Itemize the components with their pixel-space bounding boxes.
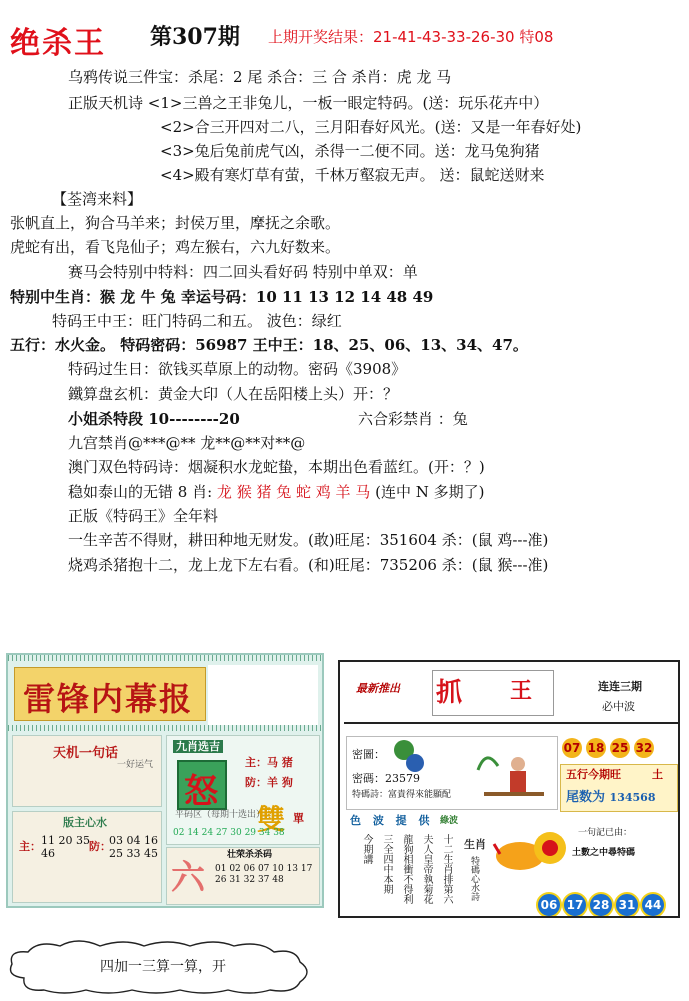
line-birthday: 特码过生日：欲钱买草原上的动物。密码《3908》 (68, 360, 407, 378)
eight-zodiac-label: 稳如泰山的无错 8 肖: (68, 483, 213, 501)
newspaper-banner (14, 667, 206, 721)
vertical-col-1: 今期講 (361, 834, 372, 864)
last-result-label: 上期开奖结果： (268, 28, 374, 46)
poem-label: 特碼詩： (352, 790, 389, 800)
fang-row (245, 776, 293, 789)
line-poem-4: <4>殿有寒灯草有萤，千林万壑寂无声。 送：鼠蛇送财来 (160, 166, 545, 184)
poem-row (352, 790, 451, 801)
ruler-top (8, 655, 322, 661)
last-result-special: 特08 (519, 28, 554, 46)
three-periods: 连连三期 (598, 680, 642, 693)
eight-zodiac-note: (连中 N 多期了) (375, 483, 485, 501)
line-annual-2: 烧鸡杀猪抱十二，龙上龙下左右看。(和)旺尾：735206 杀：(鼠 猴---准) (68, 556, 549, 574)
big-char-box (177, 760, 227, 810)
big-char: 怒 (184, 772, 218, 812)
dan-char: 單 (293, 812, 304, 825)
color-banner: 色 波 提 供 (350, 814, 434, 827)
bottom-ball: 44 (640, 892, 666, 918)
fang2-numbers: 03 04 16 25 33 45 (109, 834, 158, 860)
mima-label: 密圖： (352, 748, 385, 761)
nine-label: 九肖选吉 (173, 740, 223, 753)
new-label: 最新推出 (356, 682, 400, 695)
line-poem-2: <2>合三开四对二八，三月阳春好风光。(送：又是一年春好处) (160, 118, 582, 136)
ruler-mid (8, 725, 322, 731)
zhuang-label: 壮荣杀杀码 (227, 850, 273, 860)
line-poem-3: <3>兔后兔前虎气凶，杀得一二便不同。送：龙马兔狗猪 (160, 142, 540, 160)
wuxing-label: 五行今期旺 (566, 768, 621, 781)
bottom-ball: 06 (536, 892, 562, 918)
line-nine-palace: 九宫禁肖@***@** 龙**@**对**@ (68, 434, 306, 452)
vertical-col-poem: 特碼心水詩 (469, 856, 479, 901)
line-zodiac-lucky: 特别中生肖：猴 龙 牛 兔 幸运号码：10 11 13 12 14 48 49 (10, 288, 434, 306)
mascot-monkey (530, 828, 570, 868)
mima-code: 23579 (385, 772, 420, 785)
issue-number: 第307期 (150, 24, 240, 50)
zhuang-panel (166, 847, 320, 905)
fang-label: 防： (245, 776, 267, 789)
color-tail: 綠波 (440, 816, 459, 826)
line-kill-segment: 小姐杀特段 10--------20 (68, 410, 240, 428)
illustration (468, 740, 554, 806)
blank-area (208, 665, 318, 725)
must-wave: 必中波 (602, 700, 635, 713)
tianji-title: 天机一句话 (53, 746, 119, 761)
line-poem-1: 正版天机诗 <1>三兽之王非兔儿，一板一眼定特码。(送：玩乐花卉中） (68, 94, 549, 112)
note-top: 一句記已由： (578, 828, 633, 838)
tail-row (566, 786, 655, 805)
double-char: 雙 (257, 803, 286, 836)
banzhu-panel (12, 811, 162, 903)
last-result (268, 26, 553, 47)
banzhu-label: 版主心水 (63, 816, 107, 829)
bottom-ball: 17 (562, 892, 588, 918)
nine-zodiac-panel (166, 735, 320, 845)
vertical-col-3: 龍狗相衝不得利 (401, 834, 412, 904)
vertical-col-5: 十二生肖排第六 (441, 834, 452, 904)
red-decor-char: 六 (171, 858, 205, 898)
line-king: 特码王中王：旺门特码二和五。 波色：绿红 (52, 312, 342, 330)
fang-value: 羊 狗 (267, 776, 293, 789)
last-result-numbers: 21-41-43-33-26-30 (373, 28, 515, 46)
line-source: 【荃湾来料】 (52, 190, 143, 208)
top-ball: 07 (562, 738, 582, 758)
line-annual: 正版《特码王》全年料 (68, 507, 219, 525)
zhu2-label: 主： (19, 840, 41, 853)
line-eight-zodiac (68, 483, 484, 501)
note-mid: 土數之中尋特碼 (572, 848, 636, 858)
line-wuxing: 五行：水火金。 特码密码：56987 王中王：18、25、06、13、34、47。 (10, 336, 528, 354)
tail-value: 134568 (609, 791, 656, 804)
zhuawang-newspaper (338, 660, 680, 918)
vertical-col-2: 三全四中本期 (381, 834, 392, 894)
pingte-numbers: 02 14 24 27 30 29 34 38 (173, 828, 285, 838)
wuxing-value: 土 (652, 768, 663, 781)
line-riddle-1: 张帆直上，狗合马羊来；封侯万里，摩抚之余歌。 (10, 214, 341, 232)
line-annual-1: 一生辛苦不得财，耕田种地无财发。(敢)旺尾：351604 杀：(鼠 鸡---准) (68, 531, 549, 549)
leifeng-newspaper (6, 653, 324, 908)
cloud-text: 四加一三算一算，开 (100, 959, 226, 975)
zhu2-numbers: 11 20 35 46 (41, 834, 90, 860)
mima-ball-blue (406, 754, 424, 772)
banner-title: 雷锋内幕报 (23, 680, 194, 718)
line-crow-legend: 乌鸦传说三件宝：杀尾：2 尾 杀合：三 合 杀肖：虎 龙 马 (68, 68, 452, 86)
tail-label: 尾数为 (566, 790, 606, 805)
zhuang-numbers: 01 02 06 07 10 13 17 26 31 32 37 48 (215, 864, 313, 885)
tianji-sub: 一好运气 (117, 760, 154, 770)
poem-text: 富貴得來能顯配 (388, 790, 452, 800)
zhua-char: 抓 (436, 678, 463, 708)
line-abacus: 鐵算盘玄机：黄金大印（人在岳阳楼上头）开：？ (68, 385, 399, 403)
zhu-label: 主： (245, 756, 267, 769)
top-ball: 32 (634, 738, 654, 758)
line-riddle-2: 虎蛇有出，看飞凫仙子；鸡左猴右，六九好数来。 (10, 238, 341, 256)
line-macau-poem: 澳门双色特码诗：烟凝积水龙蛇蛰，本期出色看蓝红。(开：？) (68, 458, 485, 476)
top-ball: 25 (610, 738, 630, 758)
top-ball: 18 (586, 738, 606, 758)
mima-code-label: 密碼： (352, 772, 385, 785)
fang2-label: 防： (89, 840, 111, 853)
tianji-panel (12, 735, 162, 807)
eight-zodiac-list: 龙 猴 猪 兔 蛇 鸡 羊 马 (216, 483, 371, 501)
zhu-value: 马 猪 (267, 756, 293, 769)
zhu-row (245, 756, 293, 769)
vertical-col-4: 夫人皇帝執菊花 (421, 834, 432, 904)
line-horse-special: 赛马会特别中特料：四二回头看好码 特别中单双：单 (68, 263, 418, 281)
page-title: 绝杀王 (10, 26, 106, 61)
bottom-ball: 31 (614, 892, 640, 918)
line-forbidden: 六合彩禁肖 ：兔 (358, 410, 468, 428)
shengxiao-label: 生肖 (464, 838, 486, 851)
wang-char: 王 (510, 678, 533, 704)
mima-code-row (352, 772, 420, 785)
pingte-label: 平码区（每期十选出） (175, 810, 266, 820)
bottom-ball: 28 (588, 892, 614, 918)
